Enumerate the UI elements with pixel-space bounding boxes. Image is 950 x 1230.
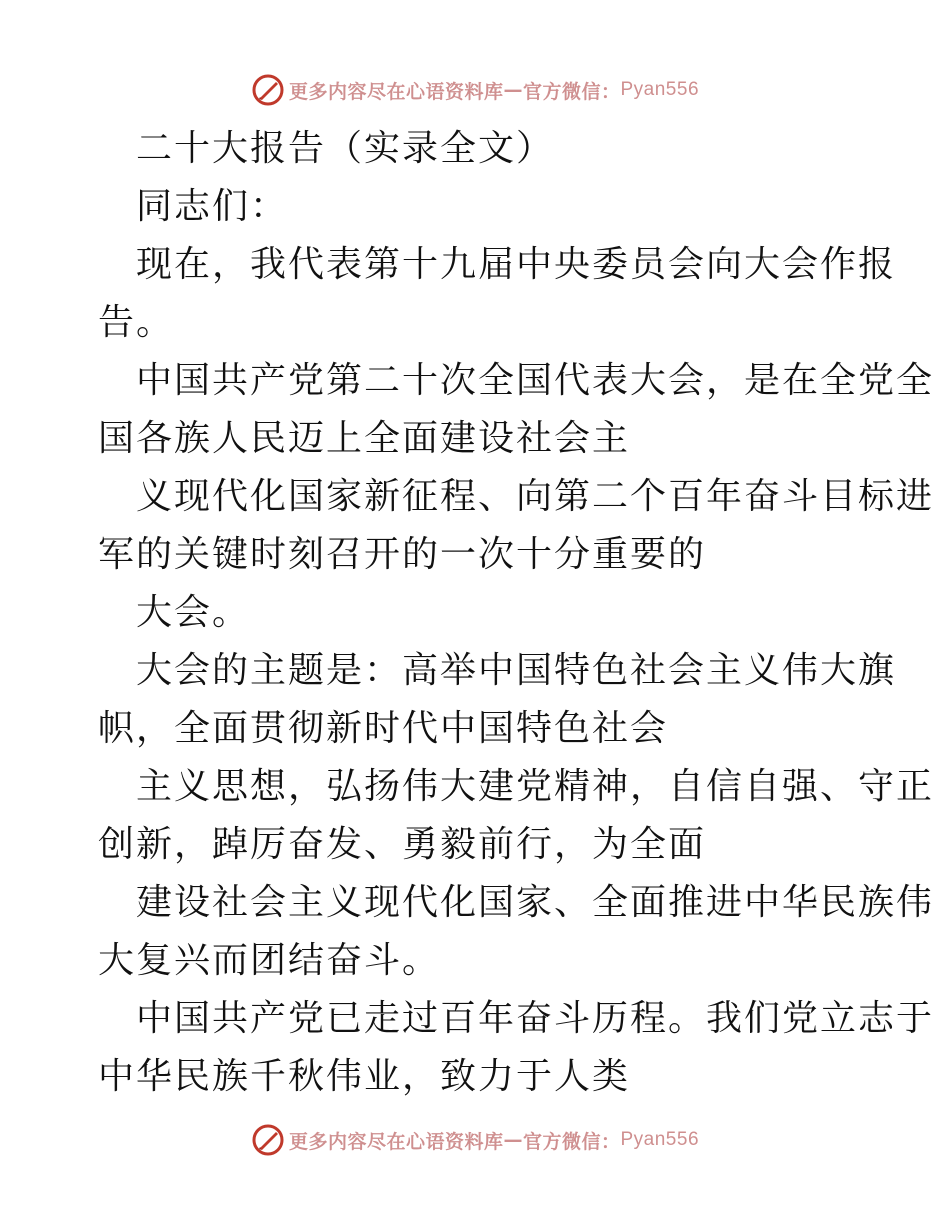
text-line: 中华民族千秋伟业，致力于人类 — [98, 1056, 631, 1097]
text-line: 大会的主题是：高举中国特色社会主义伟大旗 — [136, 650, 897, 691]
banner-main-text: 更多内容尽在心语资料库 — [288, 1130, 504, 1153]
document-title: 二十大报告（实录全文） — [136, 128, 555, 169]
quill-logo-icon — [251, 73, 285, 107]
text-line: 告。 — [98, 302, 175, 343]
banner-official-label: 官方微信： — [522, 80, 621, 103]
banner-separator: — — [503, 79, 523, 101]
text-line: 大复兴而团结奋斗。 — [98, 940, 441, 981]
text-line: 国各族人民迈上全面建设社会主 — [98, 418, 631, 459]
text-line: 义现代化国家新征程、向第二个百年奋斗目标进 — [136, 476, 935, 517]
banner-handle: Pyan556 — [620, 79, 700, 100]
banner-main-text: 更多内容尽在心语资料库 — [288, 80, 504, 103]
text-line: 现在，我代表第十九届中央委员会向大会作报 — [136, 244, 897, 285]
footer-banner — [0, 1122, 950, 1158]
text-line: 中国共产党已走过百年奋斗历程。我们党立志于 — [136, 998, 935, 1039]
quill-logo-icon — [251, 1123, 285, 1157]
text-line: 帜，全面贯彻新时代中国特色社会 — [98, 708, 669, 749]
text-line: 建设社会主义现代化国家、全面推进中华民族伟 — [136, 882, 935, 923]
text-line: 同志们： — [136, 186, 289, 227]
text-line: 创新，踔厉奋发、勇毅前行，为全面 — [98, 824, 707, 865]
banner-official-label: 官方微信： — [522, 1130, 621, 1153]
text-line: 大会。 — [136, 592, 251, 633]
banner-separator: — — [503, 1129, 523, 1151]
text-line: 中国共产党第二十次全国代表大会，是在全党全 — [136, 360, 935, 401]
text-line: 主义思想，弘扬伟大建党精神，自信自强、守正 — [136, 766, 935, 807]
header-banner — [0, 72, 950, 108]
text-line: 军的关键时刻召开的一次十分重要的 — [98, 534, 707, 575]
document-body — [98, 120, 935, 1106]
banner-handle: Pyan556 — [620, 1129, 700, 1150]
